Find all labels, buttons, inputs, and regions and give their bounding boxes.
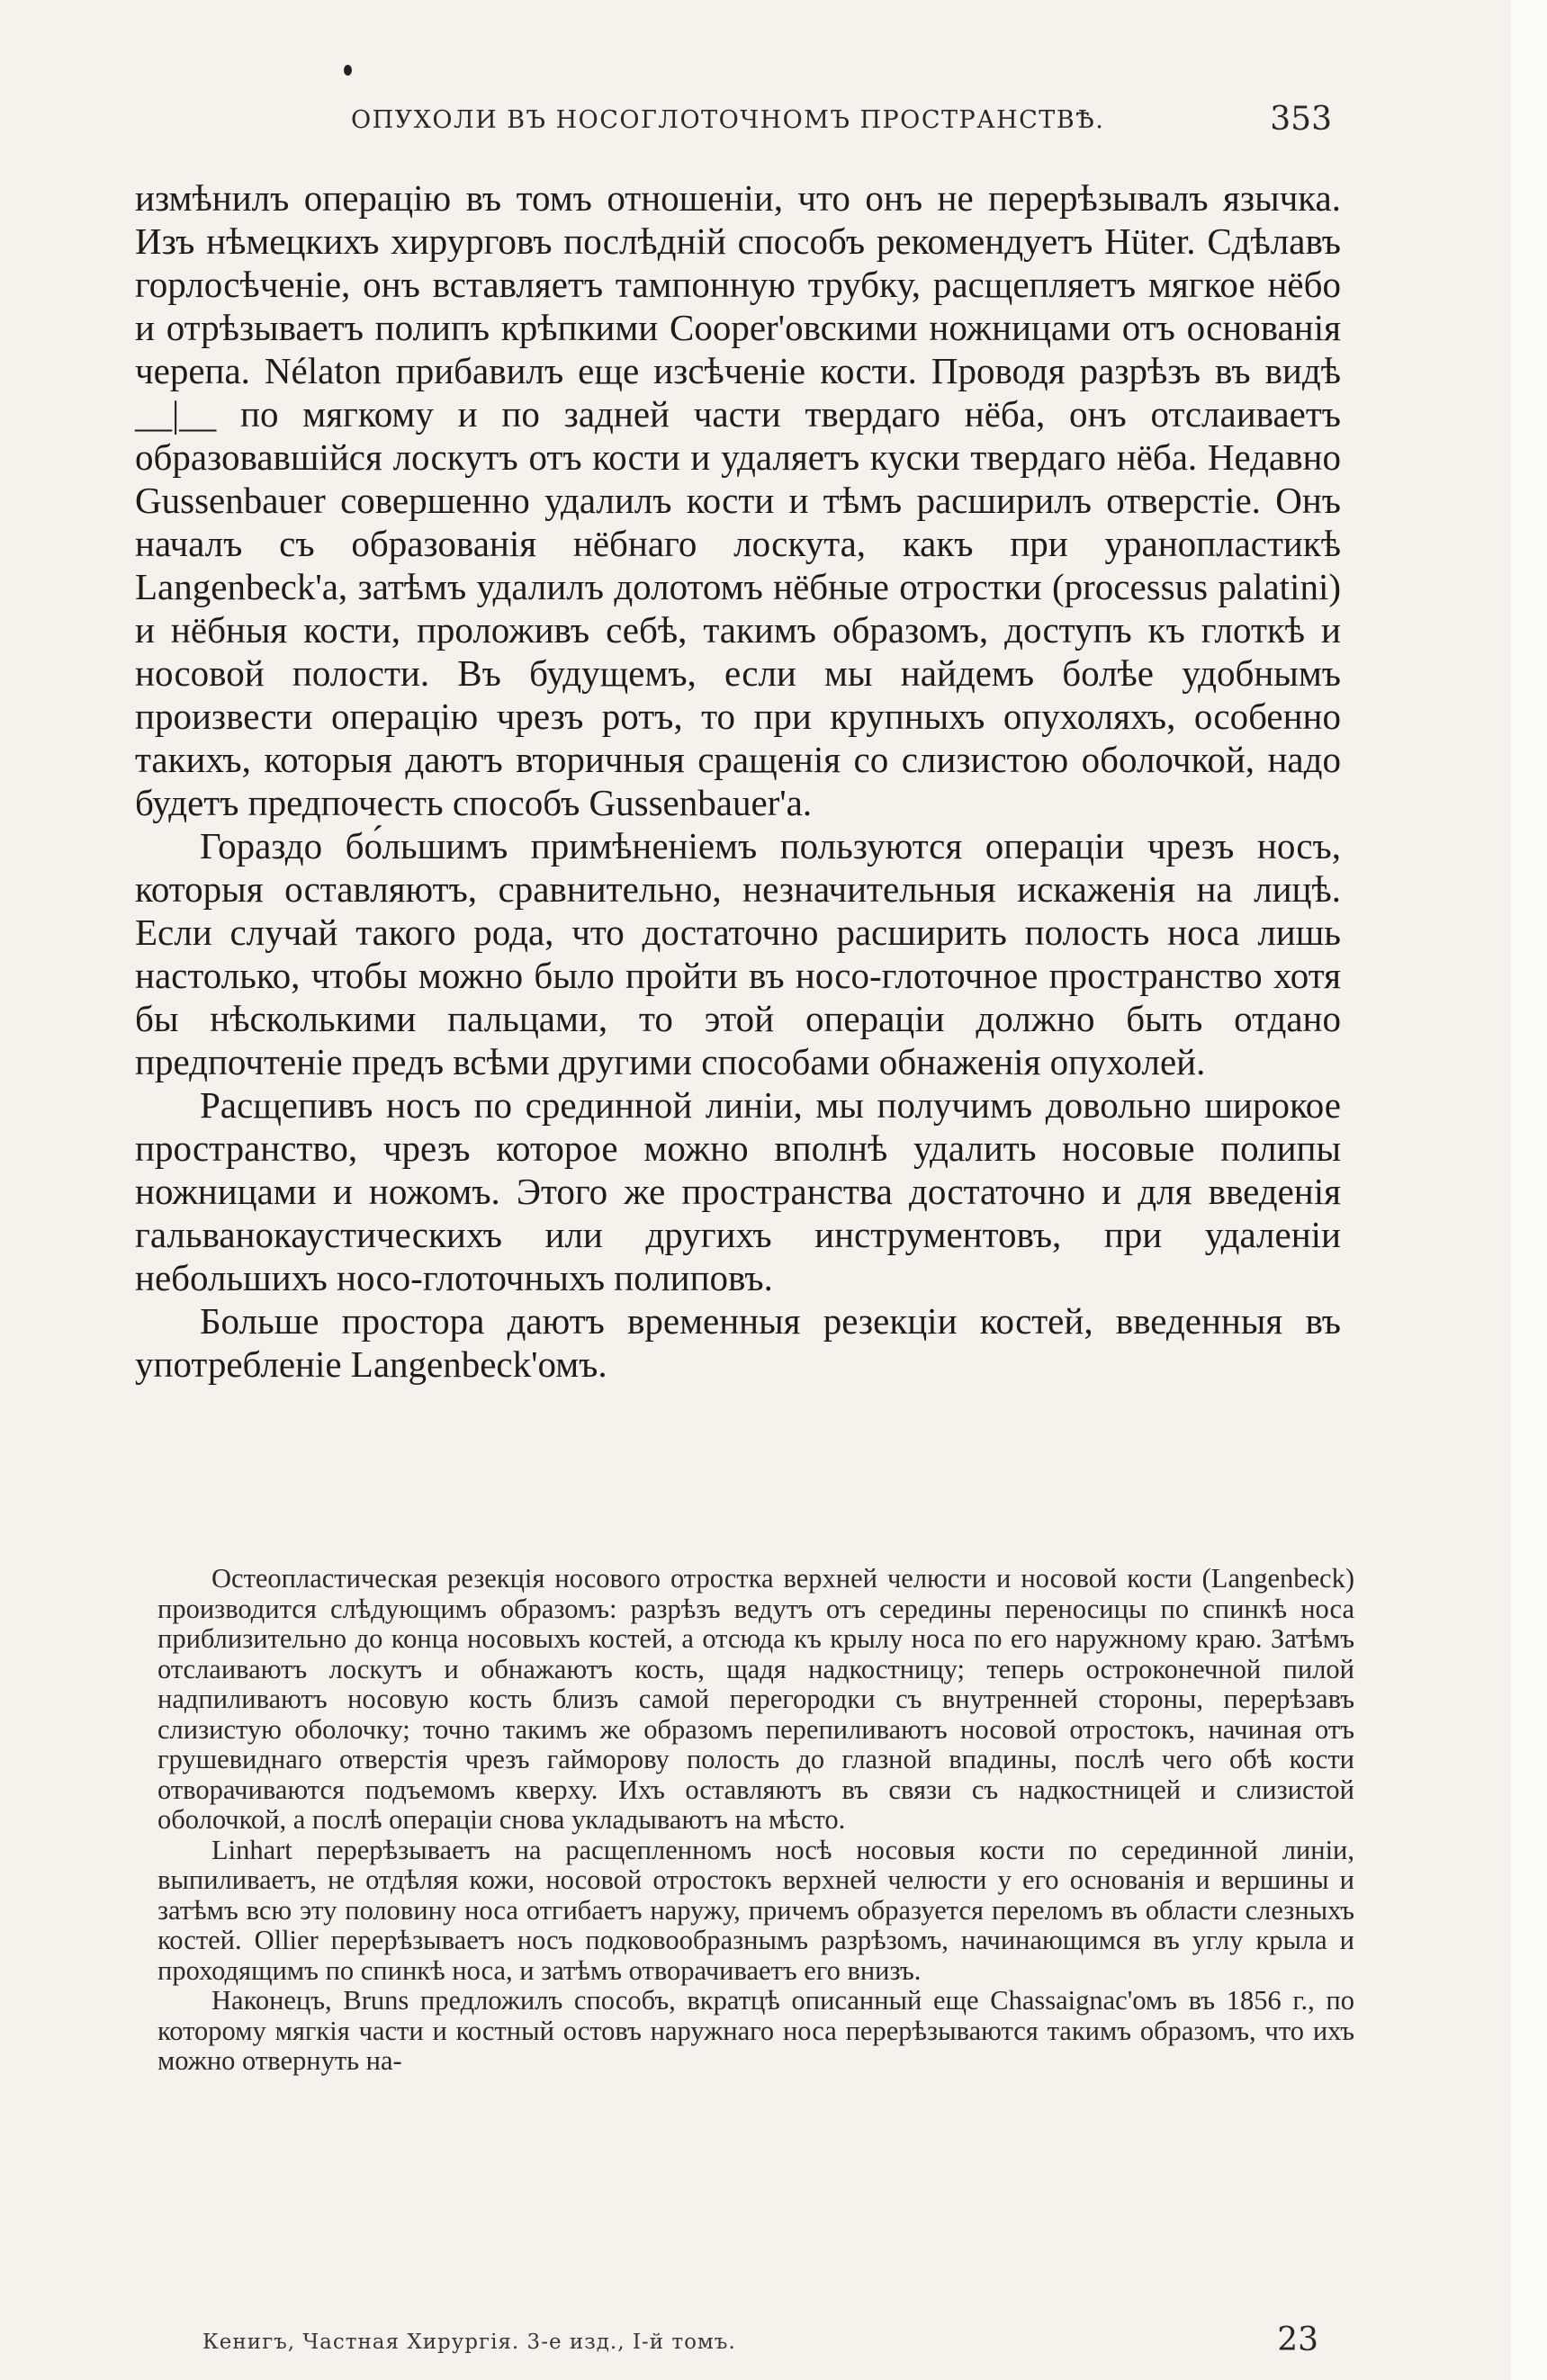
footnote-paragraph: Остеопластическая резекція носового отростка верхней челюсти и носовой кости (Langenbeck) производится слѣдующимъ образомъ: разрѣзъ ведутъ отъ середины переносицы по спинкѣ носа приблизительно до конца носовыхъ костей, а отсюда къ крылу носа по его наружному краю. Затѣмъ отслаиваютъ лоскутъ и обнажаютъ кость, щадя надкостницу; теперь остроконечной пилой надпиливаютъ носовую кость близъ самой перегородки съ внутренней стороны, перерѣзавъ слизистую оболочку; точно такимъ же образомъ перепиливаютъ носовой отростокъ, начиная отъ грушевиднаго отверстія чрезъ гайморову полость до глазной впадины, послѣ чего обѣ кости отворачиваются подъемомъ кверху. Ихъ оставляютъ въ связи съ надкостницей и слизистой оболочкой, а послѣ операціи снова укладываютъ на мѣсто. — [157, 1563, 1354, 1835]
page-footer — [202, 2322, 1318, 2367]
paragraph: Гораздо бо́льшимъ примѣненіемъ пользуются операціи чрезъ носъ, которыя оставляютъ, сравнительно, незначительныя искаженія на лицѣ. Если случай такого рода, что достаточно расширить полость носа лишь настолько, чтобы можно было пройти въ носо-глоточное пространство хотя бы нѣсколькими пальцами, то этой операціи должно быть отдано предпочтеніе предъ всѣми другими способами обнаженія опухолей. — [135, 825, 1341, 1082]
footnote-paragraph: Linhart перерѣзываетъ на расщепленномъ носѣ носовыя кости по серединной линіи, выпиливаетъ, не отдѣляя кожи, носовой отростокъ верхней челюсти у его основанія и вершины и затѣмъ всю эту половину носа отгибаетъ наружу, причемъ образуется переломъ въ области слезныхъ костей. Ollier перерѣзываетъ носъ подковообразнымъ разрѣзомъ, начинающимся въ углу крыла и проходящимъ по спинкѣ носа, и затѣмъ отворачиваетъ его внизъ. — [157, 1834, 1354, 1986]
paragraph: измѣнилъ операцію въ томъ отношеніи, что онъ не перерѣзывалъ язычка. Изъ нѣмецкихъ хирурговъ послѣдній способъ рекомендуетъ Hüter. Сдѣлавъ горлосѣченіе, онъ вставляетъ тампонную трубку, расщепляетъ мягкое нёбо и отрѣзываетъ полипъ крѣпкими Cooper'овскими ножницами отъ основанія черепа. Nélaton прибавилъ еще изсѣченіе кости. Проводя разрѣзъ въ видѣ __|__ по мягкому и по задней части твердаго нёба, онъ отслаиваетъ образовавшійся лоскутъ отъ кости и удаляетъ куски твердаго нёба. Недавно Gussenbauer совершенно удалилъ кости и тѣмъ расширилъ отверстіе. Онъ началъ съ образованія нёбнаго лоскута, какъ при уранопластикѣ Langenbeck'а, затѣмъ удалилъ долотомъ нёбные отростки (processus palatini) и нёбныя кости, проложивъ себѣ, такимъ образомъ, доступъ къ глоткѣ и носовой полости. Въ будущемъ, если мы найдемъ болѣе удобнымъ произвести операцію чрезъ ротъ, то при крупныхъ опухоляхъ, особенно такихъ, которыя даютъ вторичныя сращенія со слизистою оболочкой, надо будетъ предпочесть способъ Gussenbauer'а. — [135, 177, 1341, 823]
paragraph: Расщепивъ носъ по срединной линіи, мы получимъ довольно широкое пространство, чрезъ которое можно вполнѣ удалить носовые полипы ножницами и ножомъ. Этого же пространства достаточно и для введенія гальванокаустическихъ или другихъ инструментовъ, при удаленіи небольшихъ носо-глоточныхъ полиповъ. — [135, 1084, 1341, 1298]
ink-dot — [344, 65, 352, 76]
running-head: ОПУХОЛИ ВЪ НОСОГЛОТОЧНОМЪ ПРОСТРАНСТВѢ. — [351, 106, 1105, 134]
page-header — [135, 101, 1332, 142]
footnote-block — [157, 1564, 1354, 2077]
page-number: 353 — [1270, 101, 1332, 138]
page-edge — [1511, 0, 1547, 2380]
printer-signature: Кенигъ, Частная Хирургія. 3-е изд., I-й томъ. — [202, 2331, 736, 2354]
paragraph: Больше простора даютъ временныя резекціи костей, введенныя въ употребленіе Langenbeck'омъ. — [135, 1300, 1341, 1385]
main-text — [135, 176, 1341, 1386]
sheet-number: 23 — [1277, 2322, 1318, 2358]
footnote-paragraph: Наконецъ, Bruns предложилъ способъ, вкратцѣ описанный еще Chassaignac'омъ въ 1856 г., по которому мягкія части и костный остовъ наружнаго носа перерѣзываются такимъ образомъ, что ихъ можно отвернуть на- — [157, 1985, 1354, 2076]
